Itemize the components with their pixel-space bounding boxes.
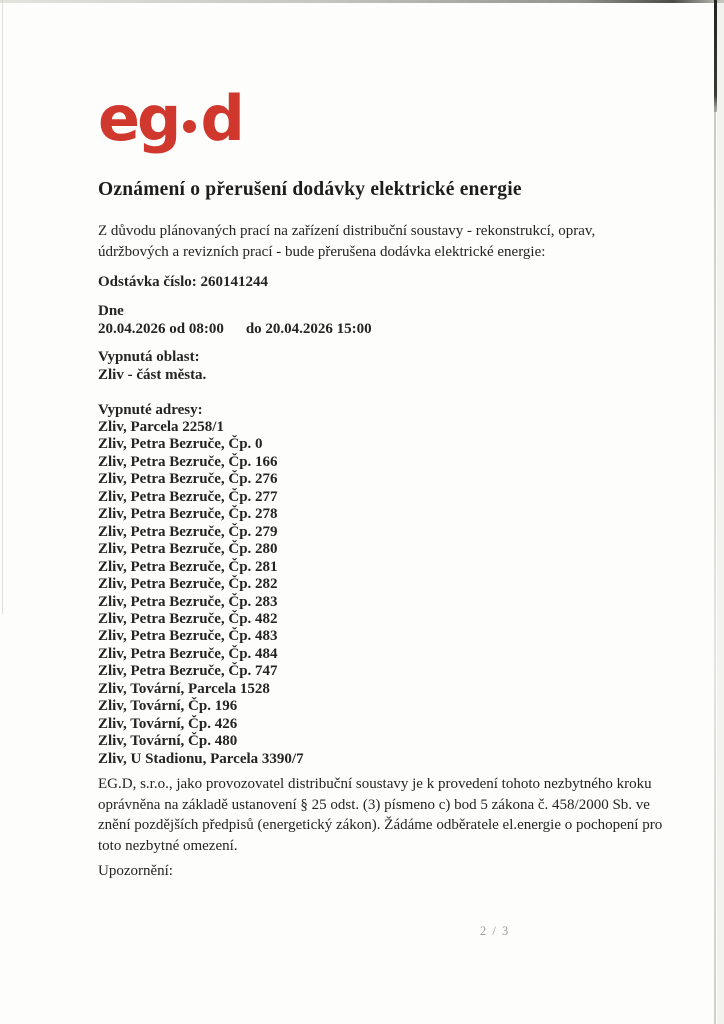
scan-artifact-right-faint-line [714, 108, 716, 1024]
address-line: Zliv, Petra Bezruče, Čp. 0 [98, 436, 263, 453]
outage-date-to: do 20.04.2026 15:00 [245, 321, 372, 337]
address-line: Zliv, U Stadionu, Parcela 3390/7 [98, 750, 304, 767]
address-line: Zliv, Petra Bezruče, Čp. 283 [98, 593, 278, 610]
address-line: Zliv, Tovární, Čp. 480 [98, 733, 238, 750]
legal-paragraph: EG.D, s.r.o., jako provozovatel distribuční soustavy je k provedení tohoto nezbytného kroku oprávněna na základě ustanovení § 25 odst. (3) písmeno c) bod 5 zákona č. 458/2000 Sb. ve znění pozdějších předpisů (energetický zákon). Žádáme odběratele el.energie o pochopení pro toto nezbytné omezení. [98, 776, 663, 854]
logo-text-right: d [200, 82, 242, 155]
address-line: Zliv, Petra Bezruče, Čp. 484 [98, 645, 278, 662]
page-number: 2 / 3 [480, 924, 510, 938]
notice-label: Upozornění: [98, 863, 173, 879]
affected-area-block [98, 349, 206, 384]
document-title: Oznámení o přerušení dodávky elektrické energie [98, 179, 522, 200]
address-line: Zliv, Petra Bezruče, Čp. 747 [98, 663, 278, 680]
address-line: Zliv, Petra Bezruče, Čp. 277 [98, 488, 278, 505]
address-line: Zliv, Petra Bezruče, Čp. 279 [98, 523, 278, 540]
address-line: Zliv, Petra Bezruče, Čp. 278 [98, 506, 278, 523]
logo-dot-icon [183, 120, 196, 133]
address-line: Zliv, Petra Bezruče, Čp. 483 [98, 628, 278, 645]
scan-artifact-left-faint-line [2, 0, 3, 614]
address-line: Zliv, Petra Bezruče, Čp. 281 [98, 558, 278, 575]
affected-area-value: Zliv - část města. [98, 366, 207, 383]
date-heading: Dne [98, 303, 124, 319]
address-line: Zliv, Tovární, Čp. 196 [98, 698, 238, 715]
address-line: Zliv, Petra Bezruče, Čp. 166 [98, 453, 278, 470]
scan-artifact-right-dark-line [714, 0, 717, 112]
addresses-label: Vypnuté adresy: [98, 402, 203, 418]
address-line: Zliv, Petra Bezruče, Čp. 276 [98, 471, 278, 488]
outage-number-label: Odstávka číslo: [98, 274, 197, 290]
outage-date-line [98, 321, 372, 338]
address-list [98, 419, 304, 768]
address-line: Zliv, Petra Bezruče, Čp. 280 [98, 541, 278, 558]
address-line: Zliv, Tovární, Čp. 426 [98, 715, 238, 732]
address-line: Zliv, Petra Bezruče, Čp. 482 [98, 610, 278, 627]
egd-logo [98, 82, 242, 155]
address-line: Zliv, Petra Bezruče, Čp. 282 [98, 576, 278, 593]
outage-number-value: 260141244 [200, 274, 269, 290]
affected-area-label: Vypnutá oblast: [98, 349, 200, 365]
intro-paragraph: Z důvodu plánovaných prací na zařízení distribuční soustavy - rekonstrukcí, oprav, údržbových a revizních prací - bude přerušena dodávka elektrické energie: [98, 223, 596, 260]
outage-number-line [98, 274, 268, 291]
address-line: Zliv, Parcela 2258/1 [98, 419, 224, 435]
scan-artifact-right-shade [717, 0, 724, 1024]
logo-text-left: eg [98, 82, 179, 155]
scan-artifact-top-edge [0, 0, 724, 3]
outage-date-from: 20.04.2026 od 08:00 [98, 321, 224, 337]
address-line: Zliv, Tovární, Parcela 1528 [98, 680, 270, 697]
